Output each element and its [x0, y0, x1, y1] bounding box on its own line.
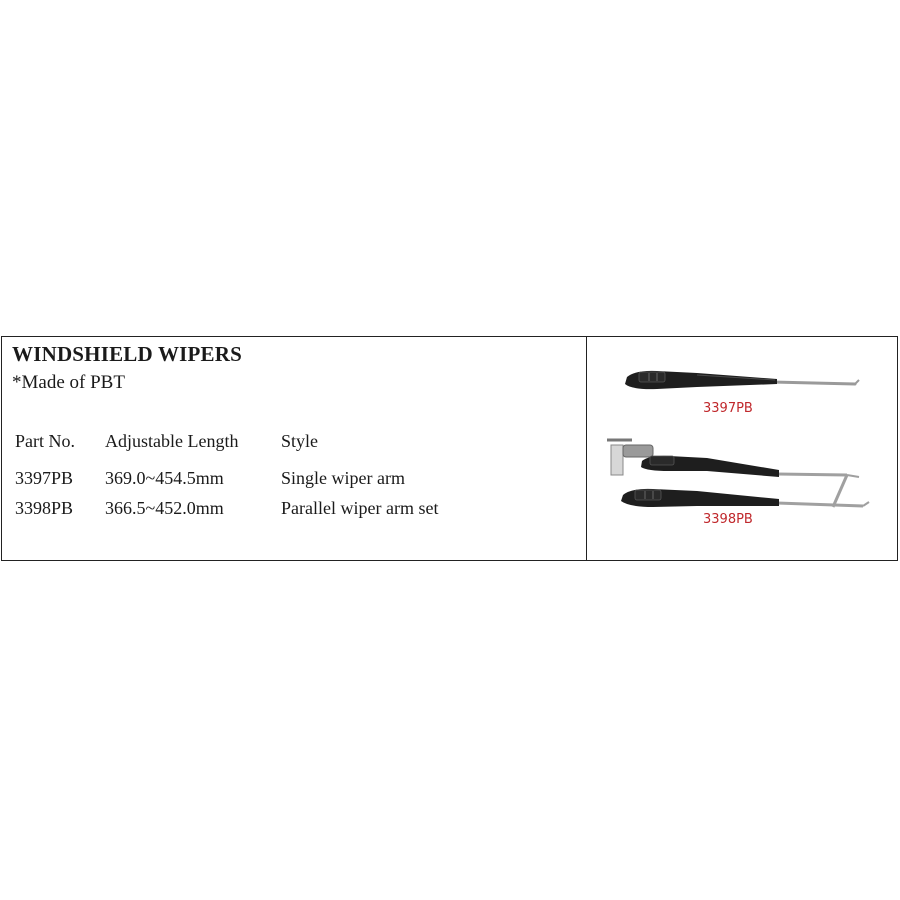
part-label-3397pb: 3397PB — [703, 401, 753, 416]
table-cell-style: Parallel wiper arm set — [281, 498, 439, 518]
table-cell-part-no: 3398PB — [15, 498, 74, 518]
part-label-3398pb: 3398PB — [703, 512, 753, 527]
product-photo — [587, 337, 897, 560]
section-title: WINDSHIELD WIPERS — [12, 342, 242, 366]
column-header-length: Adjustable Length — [105, 431, 239, 451]
column-header-part-no: Part No. — [15, 431, 75, 451]
product-card — [1, 336, 898, 561]
column-header-style: Style — [281, 431, 319, 451]
single-wiper-arm-image — [625, 371, 859, 389]
table-cell-length: 369.0~454.5mm — [105, 468, 224, 488]
table-cell-part-no: 3397PB — [15, 468, 74, 488]
table-cell-length: 366.5~452.0mm — [105, 498, 224, 518]
table-cell-style: Single wiper arm — [281, 468, 405, 488]
material-note: *Made of PBT — [12, 372, 125, 393]
parallel-wiper-arm-image — [607, 440, 869, 507]
